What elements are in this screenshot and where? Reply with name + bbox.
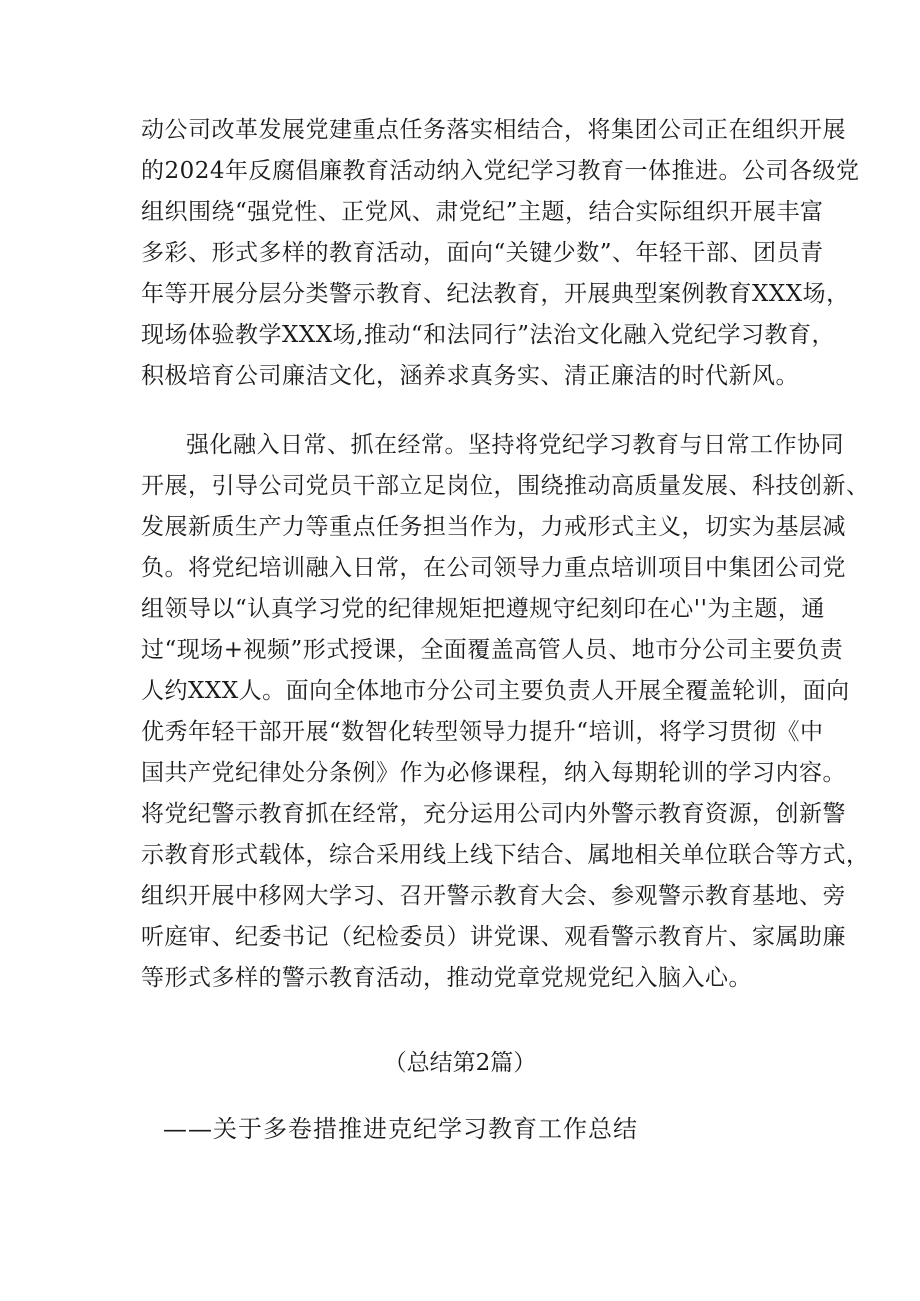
paragraph-2-line: 国共产党纪律处分条例》作为必修课程，纳入每期轮训的学习内容。: [141, 760, 846, 786]
paragraph-1-line: 积极培育公司廉洁文化，涵养求真务实、清正廉洁的时代新风。: [141, 363, 799, 389]
paragraph-1-line: 动公司改革发展党建重点任务落实相结合，将集团公司正在组织开展: [141, 117, 846, 143]
paragraph-2-line: 组领导以“认真学习党的纪律规矩把遵规守纪刻印在心''为主题，通: [141, 596, 825, 622]
paragraph-2-line: 负。将党纪培训融入日常，在公司领导力重点培训项目中集团公司党: [141, 555, 846, 581]
paragraph-2-line: 强化融入日常、抓在经常。坚持将党纪学习教育与日常工作协同: [186, 432, 844, 458]
paragraph-1-line: 的2024年反腐倡廉教育活动纳入党纪学习教育一体推进。公司各级党: [141, 158, 860, 184]
paragraph-1-line: 多彩、形式多样的教育活动，面向“关键少数”、年轻干部、团员青: [141, 240, 824, 266]
paragraph-1-line: 组织围绕“强党性、正党风、肃党纪”主题，结合实际组织开展丰富: [141, 199, 824, 225]
paragraph-1-line: 现场体验教学XXX场,推动“和法同行”法治文化融入党纪学习教育，: [141, 322, 835, 348]
section-label: （总结第2篇）: [383, 1050, 537, 1076]
paragraph-2-line: 开展，引导公司党员干部立足岗位，围绕推动高质量发展、科技创新、: [141, 473, 870, 499]
paragraph-2-line: 人约XXX人。面向全体地市分公司主要负责人开展全覆盖轮训，面向: [141, 678, 850, 704]
paragraph-2-line: 优秀年轻干部开展“数智化转型领导力提升“培训，将学习贯彻《中: [141, 719, 824, 745]
paragraph-2-line: 示教育形式载体，综合采用线上线下结合、属地相关单位联合等方式，: [141, 842, 870, 868]
section-heading: ——关于多卷措推进克纪学习教育工作总结: [163, 1115, 638, 1143]
paragraph-2-line: 听庭审、纪委书记（纪检委员）讲党课、观看警示教育片、家属助廉: [141, 924, 846, 950]
paragraph-1-line: 年等开展分层分类警示教育、纪法教育，开展典型案例教育XXX场，: [141, 281, 850, 307]
paragraph-2-line: 过“现场+视频”形式授课，全面覆盖高管人员、地市分公司主要负责: [141, 637, 844, 663]
paragraph-2-line: 组织开展中移网大学习、召开警示教育大会、参观警示教育基地、旁: [141, 883, 846, 909]
paragraph-2-line: 等形式多样的警示教育活动，推动党章党规党纪入脑入心。: [141, 965, 752, 991]
paragraph-2-line: 将党纪警示教育抓在经常，充分运用公司内外警示教育资源，创新警: [141, 801, 846, 827]
paragraph-2-line: 发展新质生产力等重点任务担当作为，力戒形式主义，切实为基层减: [141, 514, 846, 540]
